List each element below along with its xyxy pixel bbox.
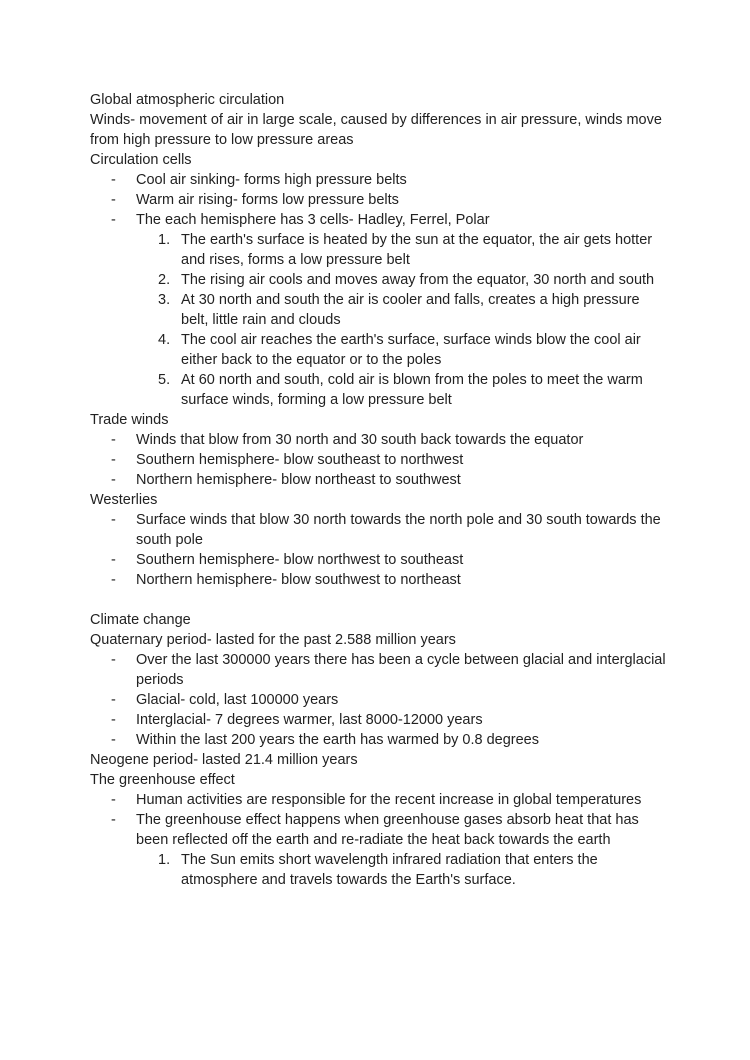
greenhouse-heading: The greenhouse effect (90, 772, 235, 788)
list-item (90, 730, 670, 750)
list-item (90, 210, 670, 410)
numbered-item (136, 370, 670, 410)
page-title: Global atmospheric circulation (90, 92, 285, 108)
list-item-text: Warm air rising- forms low pressure belts (136, 192, 399, 208)
circulation-steps-list (136, 230, 670, 410)
numbered-item-text: At 60 north and south, cold air is blown from the poles to meet the warm surface winds, forming a low pressure belt (181, 372, 643, 408)
numbered-item (136, 850, 670, 890)
dash-bullet: - (111, 212, 116, 228)
circulation-heading: Circulation cells (90, 152, 192, 168)
list-item (90, 650, 670, 690)
dash-bullet: - (111, 452, 116, 468)
numbered-item-text: The cool air reaches the earth's surface, surface winds blow the cool air either back to the equator or to the poles (181, 332, 641, 368)
list-item (90, 690, 670, 710)
dash-bullet: - (111, 692, 116, 708)
dash-bullet: - (111, 652, 116, 668)
list-item-text: Within the last 200 years the earth has warmed by 0.8 degrees (136, 732, 539, 748)
numbered-item (136, 270, 670, 290)
numbered-item (136, 330, 670, 370)
list-item-text: Glacial- cold, last 100000 years (136, 692, 339, 708)
list-item (90, 470, 670, 490)
item-number: 1. (158, 232, 171, 248)
dash-bullet: - (111, 192, 116, 208)
numbered-item-text: The earth's surface is heated by the sun at the equator, the air gets hotter and rises, forms a low pressure belt (181, 232, 653, 268)
westerlies-bullet-list (90, 510, 670, 590)
list-item (90, 510, 670, 550)
numbered-item-text: At 30 north and south the air is cooler and falls, creates a high pressure belt, little rain and clouds (181, 292, 640, 328)
item-number: 3. (158, 292, 171, 308)
dash-bullet: - (111, 792, 116, 808)
list-item-text: Surface winds that blow 30 north towards the north pole and 30 south towards the south pole (136, 512, 661, 548)
item-number: 4. (158, 332, 171, 348)
dash-bullet: - (111, 712, 116, 728)
dash-bullet: - (111, 572, 116, 588)
winds-definition: Winds- movement of air in large scale, caused by differences in air pressure, winds move from high pressure to low pressure areas (90, 112, 662, 148)
item-number: 2. (158, 272, 171, 288)
list-item (90, 710, 670, 730)
list-item-text: Winds that blow from 30 north and 30 south back towards the equator (136, 432, 584, 448)
dash-bullet: - (111, 732, 116, 748)
list-item-text: Northern hemisphere- blow southwest to northeast (136, 572, 461, 588)
dash-bullet: - (111, 432, 116, 448)
list-item-text: Human activities are responsible for the recent increase in global temperatures (136, 792, 642, 808)
dash-bullet: - (111, 552, 116, 568)
list-item-text: The each hemisphere has 3 cells- Hadley, Ferrel, Polar (136, 212, 490, 228)
neogene-period-line: Neogene period- lasted 21.4 million years (90, 752, 358, 768)
list-item (90, 790, 670, 810)
list-item (90, 450, 670, 470)
list-item (90, 170, 670, 190)
list-item-text: Interglacial- 7 degrees warmer, last 8000-12000 years (136, 712, 483, 728)
blank-line (90, 590, 670, 610)
quaternary-bullet-list (90, 650, 670, 750)
numbered-item-text: The Sun emits short wavelength infrared radiation that enters the atmosphere and travels towards the Earth's surface. (181, 852, 598, 888)
dash-bullet: - (111, 172, 116, 188)
item-number: 1. (158, 852, 171, 868)
list-item (90, 570, 670, 590)
list-item-text: Over the last 300000 years there has been a cycle between glacial and interglacial periods (136, 652, 666, 688)
trade-winds-heading: Trade winds (90, 412, 169, 428)
list-item-text: The greenhouse effect happens when greenhouse gases absorb heat that has been reflected off the earth and re-radiate the heat back towards the earth (136, 812, 639, 848)
list-item-text: Southern hemisphere- blow southeast to northwest (136, 452, 464, 468)
numbered-item (136, 230, 670, 270)
greenhouse-steps-list (136, 850, 670, 890)
list-item (90, 190, 670, 210)
dash-bullet: - (111, 472, 116, 488)
list-item (90, 430, 670, 450)
list-item (90, 550, 670, 570)
quaternary-period-line: Quaternary period- lasted for the past 2.588 million years (90, 632, 456, 648)
circulation-bullet-list (90, 170, 670, 410)
climate-change-heading: Climate change (90, 612, 191, 628)
list-item-text: Southern hemisphere- blow northwest to southeast (136, 552, 464, 568)
dash-bullet: - (111, 812, 116, 828)
item-number: 5. (158, 372, 171, 388)
trade-winds-bullet-list (90, 430, 670, 490)
westerlies-heading: Westerlies (90, 492, 158, 508)
list-item (90, 810, 670, 890)
numbered-item (136, 290, 670, 330)
list-item-text: Cool air sinking- forms high pressure belts (136, 172, 407, 188)
list-item-text: Northern hemisphere- blow northeast to southwest (136, 472, 461, 488)
numbered-item-text: The rising air cools and moves away from the equator, 30 north and south (181, 272, 655, 288)
dash-bullet: - (111, 512, 116, 528)
greenhouse-bullet-list (90, 790, 670, 890)
